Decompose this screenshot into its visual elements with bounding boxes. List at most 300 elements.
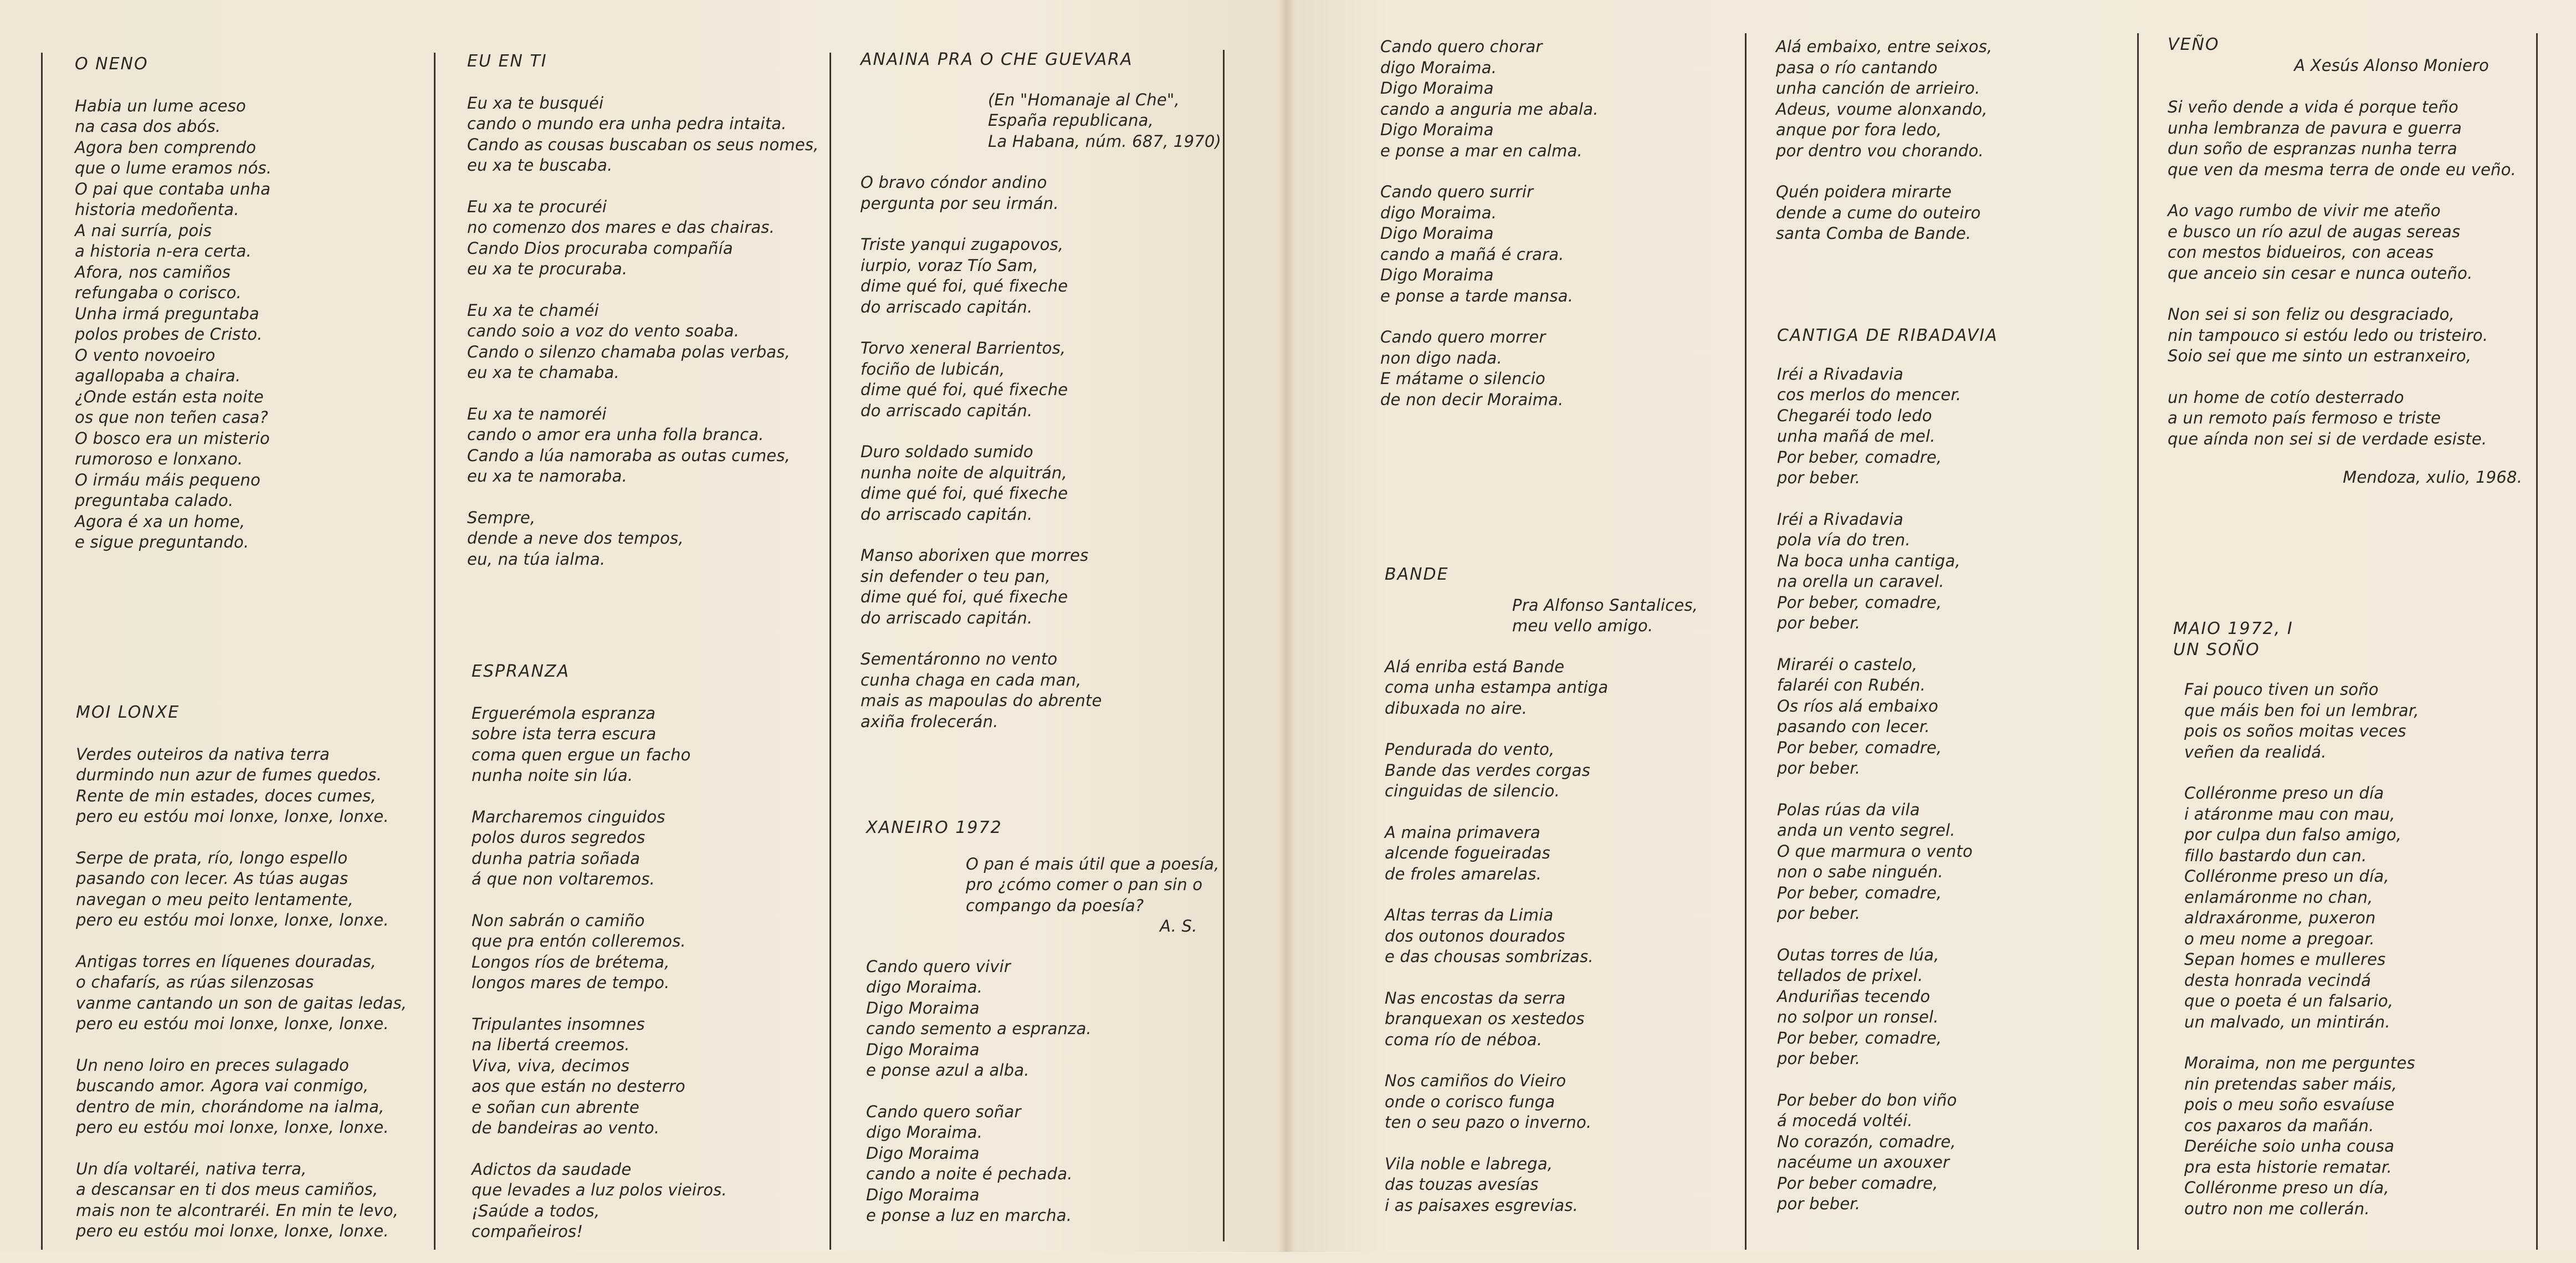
verse-line: navegan o meu peito lentamente, bbox=[76, 889, 354, 909]
stanza bbox=[1385, 1071, 1698, 1133]
column-rule bbox=[1223, 50, 1225, 1241]
verse-line: dime qué foi, qué fixeche bbox=[861, 587, 1068, 606]
verse-line: Si veño dende a vida é porque teño bbox=[2168, 98, 2459, 116]
verse-line: Antigas torres en líquenes douradas, bbox=[76, 952, 376, 971]
verse-line: por beber. bbox=[1777, 759, 1861, 778]
verse-line: Ao vago rumbo de vivir me ateño bbox=[2168, 201, 2441, 220]
epigraph bbox=[966, 854, 1220, 937]
verse-line: cando soio a voz do vento soaba. bbox=[467, 321, 740, 340]
signature: Mendoza, xulio, 1968. bbox=[2343, 468, 2522, 487]
stanza bbox=[467, 508, 819, 570]
verse-line: Quén poidera mirarte bbox=[1776, 182, 1952, 201]
stanza bbox=[2168, 201, 2522, 284]
stanza bbox=[1380, 327, 1599, 410]
stanza bbox=[76, 744, 407, 827]
verse-line: nunha noite sin lúa. bbox=[472, 766, 633, 785]
verse-line: Por beber, comadre, bbox=[1777, 883, 1942, 902]
verse-line: i atáronme mau con mau, bbox=[2184, 804, 2395, 824]
verse-line: preguntaba calado. bbox=[75, 491, 234, 510]
column-rule bbox=[1745, 33, 1747, 1250]
verse-line: Habia un lume aceso bbox=[75, 96, 246, 115]
poem-xaneiro-continued bbox=[1380, 37, 1599, 431]
verse-line: e ponse a mar en calma. bbox=[1380, 141, 1583, 160]
verse-line: Cando a lúa namoraba as outas cumes, bbox=[467, 446, 791, 465]
verse-line: Adictos da saudade bbox=[472, 1159, 632, 1179]
verse-line: dime qué foi, qué fixeche bbox=[861, 380, 1068, 399]
verse-line: pergunta por seu irmán. bbox=[861, 193, 1059, 213]
verse-line: aldraxáronme, puxeron bbox=[2184, 908, 2376, 927]
stanza bbox=[472, 703, 727, 786]
stanza bbox=[1385, 905, 1698, 968]
verse-line: alcende fogueiradas bbox=[1385, 843, 1550, 862]
stanza bbox=[1777, 509, 1998, 634]
verse-line: ¡Saúde a todos, bbox=[472, 1201, 600, 1220]
poem-title: CANTIGA DE RIBADAVIA bbox=[1777, 326, 1998, 345]
verse-line: e ponse a tarde mansa. bbox=[1380, 286, 1574, 305]
stanza bbox=[1777, 800, 1998, 924]
verse-line: que levades a luz polos vieiros. bbox=[472, 1180, 727, 1199]
verse-line: Marcharemos cinguidos bbox=[472, 807, 665, 826]
verse-line: un home de cotío desterrado bbox=[2168, 387, 2404, 407]
verse-line: durmindo nun azur de fumes quedos. bbox=[76, 765, 382, 784]
verse-line: digo Moraima. bbox=[866, 1123, 983, 1142]
verse-line: un malvado, un mintirán. bbox=[2184, 1012, 2390, 1031]
verse-line: cunha chaga en cada man, bbox=[861, 670, 1082, 689]
verse-line: Deréiche soio unha cousa bbox=[2184, 1137, 2395, 1155]
stanza bbox=[472, 1014, 727, 1139]
verse-line: longos mares de tempo. bbox=[472, 973, 670, 992]
verse-line: Nos camiños do Vieiro bbox=[1385, 1071, 1566, 1090]
verse-line: eu xa te namoraba. bbox=[467, 467, 627, 485]
verse-line: dos outonos dourados bbox=[1385, 926, 1565, 945]
verse-line: cos paxaros da mañán. bbox=[2184, 1116, 2374, 1135]
verse-line: Cando Dios procuraba compañía bbox=[467, 238, 733, 258]
verse-line: no solpor un ronsel. bbox=[1777, 1008, 1939, 1026]
verse-line: coma unha estampa antiga bbox=[1385, 678, 1609, 697]
poem-espranza bbox=[472, 661, 727, 1263]
stanza bbox=[1385, 822, 1698, 885]
verse-line: Torvo xeneral Barrientos, bbox=[861, 339, 1066, 357]
verse-line: e das chousas sombrizas. bbox=[1385, 947, 1594, 966]
poem-moi-lonxe bbox=[76, 702, 407, 1262]
verse-line: O bosco era un misterio bbox=[75, 428, 270, 448]
stanza bbox=[1777, 1090, 1998, 1215]
stanza bbox=[1385, 657, 1698, 719]
poem-title: EU EN TI bbox=[467, 52, 547, 71]
verse-line: fociño de lubicán, bbox=[861, 359, 1005, 379]
verse-line: por beber. bbox=[1777, 1194, 1861, 1213]
verse-line: Colléronme preso un día bbox=[2184, 784, 2384, 802]
stanza bbox=[1380, 37, 1599, 161]
verse-line: veñen da realidá. bbox=[2184, 742, 2327, 761]
book-gutter bbox=[1278, 0, 1294, 1252]
stanza bbox=[1777, 364, 1998, 489]
verse-line: vanme cantando un son de gaitas ledas, bbox=[76, 993, 407, 1013]
verse-line: os que non teñen casa? bbox=[75, 408, 269, 427]
column-rule bbox=[2536, 33, 2538, 1250]
verse-line: anda un vento segrel. bbox=[1777, 821, 1955, 840]
verse-line: por beber. bbox=[1777, 904, 1861, 923]
epigraph-author: A. S. bbox=[1160, 917, 1197, 935]
verse-line: Eu xa te namoréi bbox=[467, 404, 607, 423]
verse-line: Fai pouco tiven un soño bbox=[2184, 680, 2379, 699]
verse-line: Cando quero chorar bbox=[1380, 37, 1543, 56]
verse-line: Cando o silenzo chamaba polas verbas, bbox=[467, 342, 791, 361]
verse-line: Adeus, voume alonxando, bbox=[1776, 99, 1988, 119]
verse-line: por beber. bbox=[1777, 468, 1861, 487]
verse-line: e busco un río azul de augas sereas bbox=[2168, 222, 2461, 241]
poem-eu-en-ti bbox=[467, 51, 819, 590]
dedication bbox=[1512, 595, 1698, 637]
column-rule bbox=[2137, 33, 2139, 1250]
poem-cantiga-de-ribadavia bbox=[1777, 325, 1998, 1235]
stanza bbox=[1380, 182, 1599, 306]
verse-line: Un día voltaréi, nativa terra, bbox=[76, 1159, 307, 1178]
verse-line: dime qué foi, qué fixeche bbox=[861, 484, 1068, 503]
poem-title: XANEIRO 1972 bbox=[866, 818, 1002, 837]
verse-line: a un remoto país fermoso e triste bbox=[2168, 408, 2441, 427]
verse-line: nunha noite de alquitrán, bbox=[861, 463, 1067, 482]
verse-line: Vila noble e labrega, bbox=[1385, 1154, 1553, 1173]
verse-line: desta honrada vecindá bbox=[2184, 970, 2372, 990]
poem-title: VEÑO bbox=[2168, 35, 2220, 54]
stanza bbox=[472, 911, 727, 994]
poem-title: MOI LONXE bbox=[76, 703, 180, 722]
verse-line: de non decir Moraima. bbox=[1380, 390, 1564, 409]
verse-line: Sempre, bbox=[467, 508, 536, 527]
dedication-line: (En "Homanaje al Che", bbox=[988, 90, 1180, 109]
stanza bbox=[467, 404, 819, 487]
verse-line: Por beber do bon viño bbox=[1777, 1090, 1957, 1109]
verse-line: Eu xa te chaméi bbox=[467, 300, 599, 320]
verse-line: Alá embaixo, entre seixos, bbox=[1776, 37, 1993, 56]
verse-line: Serpe de prata, río, longo espello bbox=[76, 848, 348, 867]
poem-o-neno bbox=[75, 54, 272, 574]
verse-line: Polas rúas da vila bbox=[1777, 800, 1920, 819]
verse-line: Miraréi o castelo, bbox=[1777, 654, 1918, 674]
verse-line: Digo Moraima bbox=[866, 1143, 980, 1163]
stanza bbox=[2184, 1053, 2419, 1219]
verse-line: Afora, nos camiños bbox=[75, 262, 231, 282]
verse-line: ¿Onde están esta noite bbox=[75, 387, 264, 406]
verse-line: eu, na túa ialma. bbox=[467, 549, 606, 569]
verse-line: Digo Moraima bbox=[1380, 79, 1494, 98]
dedication-line: meu vello amigo. bbox=[1512, 616, 1653, 635]
verse-line: Cando quero morrer bbox=[1380, 328, 1546, 346]
verse-line: Digo Moraima bbox=[866, 1185, 980, 1204]
verse-line: iurpio, voraz Tío Sam, bbox=[861, 255, 1038, 275]
verse-line: Verdes outeiros da nativa terra bbox=[76, 744, 330, 764]
verse-line: digo Moraima. bbox=[1380, 203, 1497, 222]
verse-line: anque por fora ledo, bbox=[1776, 120, 1942, 139]
verse-line: dunha patria soñada bbox=[472, 848, 641, 868]
stanza bbox=[2184, 783, 2419, 1032]
epigraph-line: pro ¿cómo comer o pan sin o bbox=[966, 875, 1203, 894]
verse-line: onde o corisco funga bbox=[1385, 1092, 1555, 1111]
verse-line: Moraima, non me perguntes bbox=[2184, 1054, 2415, 1072]
verse-line: á que non voltaremos. bbox=[472, 870, 655, 888]
verse-line: a descansar en ti dos meus camiños, bbox=[76, 1180, 378, 1199]
verse-line: cando a mañá é crara. bbox=[1380, 244, 1564, 264]
poem-title: O NENO bbox=[75, 54, 148, 74]
verse-line: dende a neve dos tempos, bbox=[467, 529, 684, 548]
verse-line: Cando quero vivir bbox=[866, 957, 1011, 976]
verse-line: dun soño de espranzas nunha terra bbox=[2168, 139, 2457, 158]
verse-line: sin defender o teu pan, bbox=[861, 566, 1051, 586]
verse-line: Unha irmá preguntaba bbox=[75, 304, 259, 323]
verse-line: fillo bastardo dun can. bbox=[2184, 846, 2367, 865]
verse-line: que aínda non sei si de verdade esiste. bbox=[2168, 429, 2487, 448]
verse-line: que ven da mesma terra de onde eu veño. bbox=[2168, 160, 2516, 179]
verse-line: agallopaba a chaira. bbox=[75, 366, 241, 385]
stanza bbox=[76, 1159, 407, 1242]
verse-line: compañeiros! bbox=[472, 1222, 583, 1241]
stanza bbox=[1385, 739, 1698, 802]
verse-line: non digo nada. bbox=[1380, 348, 1502, 367]
verse-line: ten o seu pazo o inverno. bbox=[1385, 1113, 1592, 1132]
stanza bbox=[1776, 182, 1993, 244]
verse-line: mais as mapoulas do abrente bbox=[861, 691, 1102, 710]
verse-line: pero eu estóu moi lonxe, lonxe, lonxe. bbox=[76, 1014, 389, 1033]
verse-line: polos duros segredos bbox=[472, 828, 646, 847]
poem-bande-continued bbox=[1776, 37, 1993, 265]
verse-line: cando a noite é pechada. bbox=[866, 1164, 1073, 1183]
epigraph-line: compango da poesía? bbox=[966, 896, 1144, 915]
verse-line: Digo Moraima bbox=[866, 1040, 980, 1059]
verse-line: Altas terras da Limia bbox=[1385, 906, 1554, 924]
verse-line: das touzas avesías bbox=[1385, 1175, 1539, 1194]
stanza bbox=[2184, 679, 2419, 763]
verse-line: do arriscado capitán. bbox=[861, 504, 1033, 524]
poem-bande bbox=[1385, 564, 1698, 1236]
verse-line: cando a anguria me abala. bbox=[1380, 99, 1599, 119]
dedication-line: Pra Alfonso Santalices, bbox=[1512, 595, 1698, 615]
verse-line: do arriscado capitán. bbox=[861, 401, 1033, 420]
poem-title: ANAINA PRA O CHE GUEVARA bbox=[861, 50, 1133, 69]
verse-line: cinguidas de silencio. bbox=[1385, 781, 1560, 800]
verse-line: con mestos bidueiros, con aceas bbox=[2168, 243, 2434, 262]
verse-line: Por beber, comadre, bbox=[1777, 1028, 1942, 1047]
verse-line: Nas encostas da serra bbox=[1385, 988, 1566, 1008]
column-rule bbox=[434, 53, 436, 1250]
poem-anaina bbox=[861, 49, 1221, 753]
verse-line: O pai que contaba unha bbox=[75, 179, 271, 198]
verse-line: eu xa te buscaba. bbox=[467, 156, 613, 175]
dedication: A Xesús Alonso Moniero bbox=[2294, 55, 2489, 75]
dedication bbox=[988, 90, 1221, 152]
stanza bbox=[467, 93, 819, 176]
verse-line: nin pretendas saber máis, bbox=[2184, 1074, 2397, 1093]
verse-line: na casa dos abós. bbox=[75, 117, 221, 136]
poem-title bbox=[2173, 618, 2419, 660]
verse-line: a historia n-era certa. bbox=[75, 242, 252, 260]
verse-line: o chafarís, as rúas silenzosas bbox=[76, 973, 314, 991]
verse-line: sobre ista terra escura bbox=[472, 724, 657, 743]
verse-line: Manso aborixen que morres bbox=[861, 546, 1089, 565]
stanza bbox=[76, 1055, 407, 1138]
verse-line: Por beber, comadre, bbox=[1777, 738, 1942, 757]
verse-line: pra esta historie rematar. bbox=[2184, 1157, 2392, 1177]
verse-line: Digo Moraima bbox=[866, 998, 980, 1017]
column-rule bbox=[829, 53, 831, 1250]
verse-line: por beber. bbox=[1777, 613, 1861, 632]
verse-line: e sigue preguntando. bbox=[75, 533, 249, 551]
verse-line: historia medoñenta. bbox=[75, 200, 239, 219]
verse-line: buscando amor. Agora vai conmigo, bbox=[76, 1076, 369, 1095]
stanza bbox=[472, 807, 727, 890]
verse-line: Cando quero soñar bbox=[866, 1102, 1021, 1121]
verse-line: Viva, viva, decimos bbox=[472, 1056, 630, 1075]
stanza bbox=[1385, 1154, 1698, 1216]
stanza bbox=[861, 338, 1221, 421]
verse-line: pero eu estóu moi lonxe, lonxe, lonxe. bbox=[76, 807, 389, 826]
stanza bbox=[1777, 945, 1998, 1070]
verse-line: E mátame o silencio bbox=[1380, 369, 1545, 388]
verse-line: Sepan homes e mulleres bbox=[2184, 950, 2386, 969]
verse-line: O irmáu máis pequeno bbox=[75, 470, 261, 489]
verse-line: polos probes de Cristo. bbox=[75, 325, 263, 344]
verse-line: pero eu estóu moi lonxe, lonxe, lonxe. bbox=[76, 1221, 389, 1240]
poem-title: BANDE bbox=[1385, 565, 1449, 584]
verse-line: Iréi a Rivadavia bbox=[1777, 509, 1904, 529]
stanza bbox=[866, 957, 1220, 1081]
verse-line: Non sei si son feliz ou desgraciado, bbox=[2168, 305, 2455, 324]
verse-line: pois o meu soño esvaíuse bbox=[2184, 1095, 2395, 1114]
verse-line: do arriscado capitán. bbox=[861, 297, 1033, 316]
stanza bbox=[861, 172, 1221, 214]
verse-line: Colléronme preso un día, bbox=[2184, 867, 2389, 886]
stanza bbox=[2168, 97, 2522, 180]
verse-line: cando o mundo era unha pedra intaita. bbox=[467, 114, 787, 133]
verse-line: Por beber, comadre, bbox=[1777, 447, 1942, 467]
epigraph-line: O pan é mais útil que a poesía, bbox=[966, 854, 1220, 873]
verse-line: Digo Moraima bbox=[1380, 224, 1494, 243]
verse-line: Bande das verdes corgas bbox=[1385, 760, 1591, 780]
title-line: UN SOÑO bbox=[2173, 640, 2260, 659]
dedication-line: La Habana, núm. 687, 1970) bbox=[988, 131, 1222, 151]
poem-xaneiro-1972 bbox=[866, 817, 1220, 1247]
verse-line: Os ríos alá embaixo bbox=[1777, 696, 1939, 715]
verse-line: Un neno loiro en preces sulagado bbox=[76, 1055, 349, 1075]
verse-line: Soio sei que me sinto un estranxeiro, bbox=[2168, 346, 2472, 365]
stanza bbox=[75, 96, 272, 553]
verse-line: unha canción de arrieiro. bbox=[1776, 79, 1980, 98]
stanza bbox=[467, 197, 819, 280]
verse-line: de bandeiras ao vento. bbox=[472, 1118, 660, 1137]
verse-line: outro non me collerán. bbox=[2184, 1199, 2370, 1218]
verse-line: Longos ríos de brétema, bbox=[472, 952, 670, 971]
stanza bbox=[2168, 387, 2522, 450]
verse-line: coma quen ergue un facho bbox=[472, 745, 691, 764]
verse-line: Sementáronno no vento bbox=[861, 650, 1058, 668]
verse-line: Triste yanqui zugapovos, bbox=[861, 235, 1064, 254]
verse-line: santa Comba de Bande. bbox=[1776, 224, 1971, 243]
verse-line: aos que están no desterro bbox=[472, 1077, 685, 1096]
verse-line: Non sabrán o camiño bbox=[472, 911, 645, 930]
verse-line: eu xa te chamaba. bbox=[467, 363, 619, 382]
verse-line: digo Moraima. bbox=[1380, 58, 1497, 77]
verse-line: Digo Moraima bbox=[1380, 120, 1494, 139]
verse-line: por beber. bbox=[1777, 1049, 1861, 1068]
verse-line: coma río de néboa. bbox=[1385, 1030, 1543, 1049]
verse-line: Alá enriba está Bande bbox=[1385, 657, 1565, 676]
verse-line: non o sabe ninguén. bbox=[1777, 862, 1943, 881]
verse-line: de froles amarelas. bbox=[1385, 864, 1542, 883]
verse-line: Eu xa te procuréi bbox=[467, 197, 607, 216]
stanza bbox=[1776, 37, 1993, 161]
stanza bbox=[861, 649, 1221, 732]
verse-line: que o poeta é un falsario, bbox=[2184, 991, 2394, 1010]
verse-line: i as paisaxes esgrevias. bbox=[1385, 1195, 1579, 1215]
poem-veno bbox=[2168, 34, 2522, 488]
verse-line: dime qué foi, qué fixeche bbox=[861, 277, 1068, 295]
verse-line: Cando as cousas buscaban os seus nomes, bbox=[467, 135, 819, 154]
verse-line: Iréi a Rivadavia bbox=[1777, 364, 1904, 383]
verse-line: na libertá creemos. bbox=[472, 1035, 630, 1054]
verse-line: eu xa te procuraba. bbox=[467, 259, 628, 278]
verse-line: cos merlos do mencer. bbox=[1777, 385, 1962, 404]
verse-line: pois os soños moitas veces bbox=[2184, 722, 2406, 740]
verse-line: Por beber, comadre, bbox=[1777, 592, 1942, 612]
column-rule bbox=[41, 53, 43, 1250]
poem-title: ESPRANZA bbox=[472, 662, 570, 681]
verse-line: do arriscado capitán. bbox=[861, 608, 1033, 627]
verse-line: e ponse azul a alba. bbox=[866, 1061, 1030, 1080]
verse-line: pasa o río cantando bbox=[1776, 58, 1938, 77]
verse-line: e soñan cun abrente bbox=[472, 1097, 639, 1117]
verse-line: pasando con lecer. As túas augas bbox=[76, 869, 349, 888]
verse-line: dentro de min, chorándome na ialma, bbox=[76, 1097, 385, 1116]
verse-line: digo Moraima. bbox=[866, 978, 983, 996]
stanza bbox=[472, 1159, 727, 1242]
stanza bbox=[866, 1102, 1220, 1226]
verse-line: Anduriñas tecendo bbox=[1777, 986, 1930, 1006]
verse-line: pero eu estóu moi lonxe, lonxe, lonxe. bbox=[76, 1118, 389, 1137]
verse-line: o meu nome a pregoar. bbox=[2184, 929, 2375, 948]
verse-line: Pendurada do vento, bbox=[1385, 740, 1555, 759]
verse-line: Chegaréi todo ledo bbox=[1777, 406, 1932, 425]
verse-line: por culpa dun falso amigo, bbox=[2184, 825, 2402, 844]
verse-line: A nai surría, pois bbox=[75, 221, 212, 240]
stanza bbox=[861, 545, 1221, 628]
verse-line: nin tampouco si estóu ledo ou tristeiro. bbox=[2168, 325, 2488, 345]
verse-line: que pra entón colleremos. bbox=[472, 932, 686, 950]
verse-line: cando o amor era unha folla branca. bbox=[467, 425, 764, 444]
verse-line: O vento novoeiro bbox=[75, 345, 216, 365]
verse-line: pero eu estóu moi lonxe, lonxe, lonxe. bbox=[76, 911, 389, 929]
verse-line: Na boca unha cantiga, bbox=[1777, 551, 1961, 570]
verse-line: No corazón, comadre, bbox=[1777, 1132, 1956, 1151]
stanza bbox=[861, 234, 1221, 318]
verse-line: Duro soldado sumido bbox=[861, 442, 1033, 461]
verse-line: que o lume eramos nós. bbox=[75, 158, 272, 177]
title-line: MAIO 1972, I bbox=[2173, 619, 2293, 638]
verse-line: por dentro vou chorando. bbox=[1776, 141, 1984, 160]
verse-line: refungaba o corisco. bbox=[75, 283, 242, 302]
verse-line: enlamáronme no chan, bbox=[2184, 887, 2373, 907]
verse-line: axiña frolecerán. bbox=[861, 712, 998, 731]
verse-line: Outas torres de lúa, bbox=[1777, 945, 1939, 964]
verse-line: rumoroso e lonxano. bbox=[75, 449, 243, 468]
verse-line: pola vía do tren. bbox=[1777, 530, 1911, 549]
stanza bbox=[1385, 988, 1698, 1051]
verse-line: cando semento a espranza. bbox=[866, 1019, 1092, 1038]
dedication-line: España republicana, bbox=[988, 111, 1154, 130]
stanza bbox=[76, 952, 407, 1035]
stanza bbox=[861, 442, 1221, 525]
verse-line: Cando quero surrir bbox=[1380, 182, 1534, 201]
verse-line: na orella un caravel. bbox=[1777, 572, 1944, 591]
